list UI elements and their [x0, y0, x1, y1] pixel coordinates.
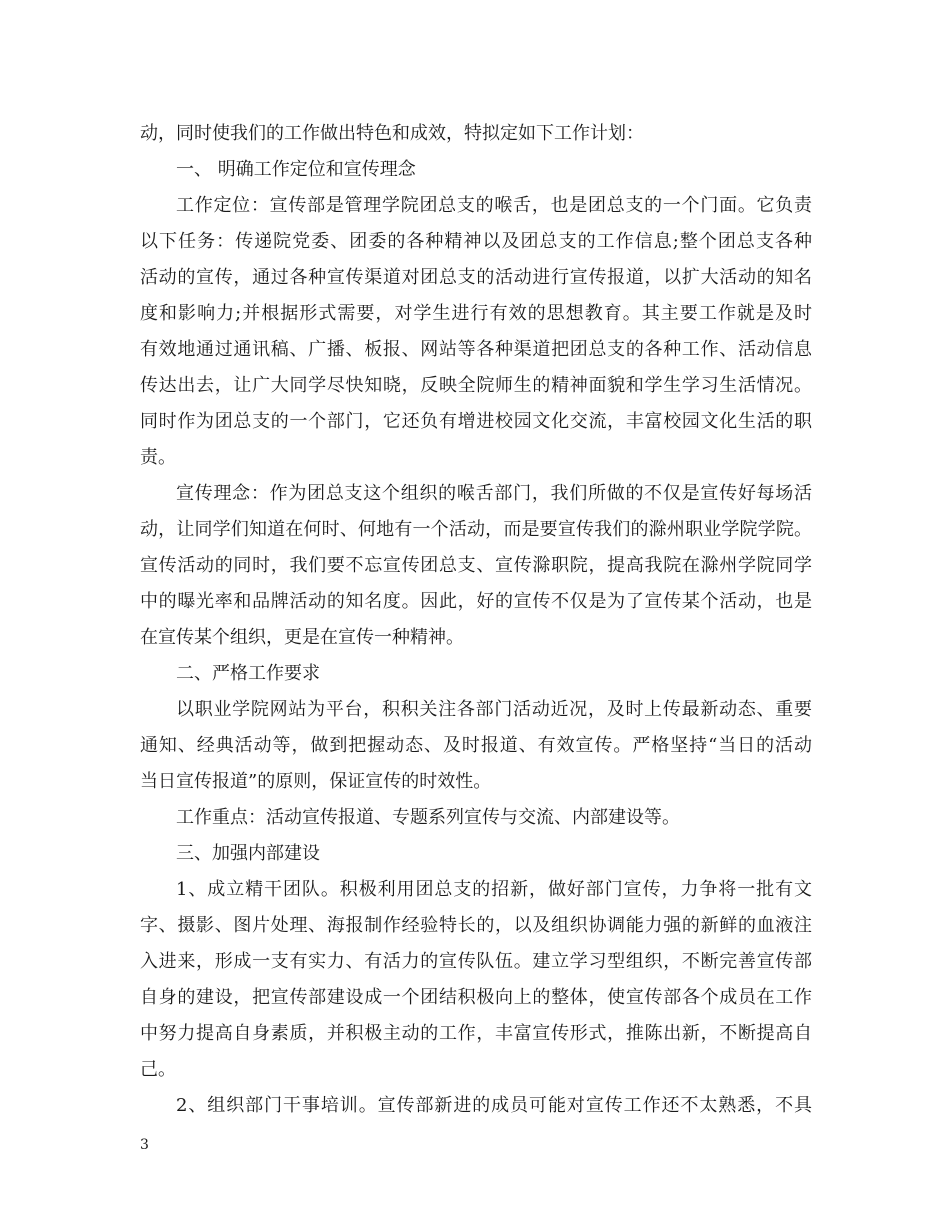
text-line: 三、加强内部建设: [176, 843, 320, 864]
text-line: 传达出去，让广大同学尽快知晓，反映全院师生的精神面貌和学生学习生活情况。: [140, 375, 812, 396]
text-line: 活动的宣传，通过各种宣传渠道对团总支的活动进行宣传报道，以扩大活动的知名: [140, 267, 812, 288]
text-line: 一、 明确工作定位和宣传理念: [176, 159, 416, 180]
text-line: 通知、经典活动等，做到把握动态、及时报道、有效宣传。严格坚持“当日的活动: [140, 735, 812, 756]
text-line: 2、组织部门干事培训。宣传部新进的成员可能对宣传工作还不太熟悉，不具: [176, 1095, 812, 1116]
text-line: 以下任务：传递院党委、团委的各种精神以及团总支的工作信息;整个团总支各种: [140, 231, 812, 252]
text-line: 同时作为团总支的一个部门，它还负有增进校园文化交流，丰富校园文化生活的职: [140, 411, 812, 432]
text-line: 动，同时使我们的工作做出特色和成效，特拟定如下工作计划：: [140, 123, 644, 144]
text-line: 中的曝光率和品牌活动的知名度。因此，好的宣传不仅是为了宣传某个活动，也是: [140, 591, 812, 612]
text-line: 工作重点：活动宣传报道、专题系列宣传与交流、内部建设等。: [176, 807, 680, 828]
text-line: 中努力提高自身素质，并积极主动的工作，丰富宣传形式，推陈出新，不断提高自: [140, 1023, 812, 1044]
text-line: 以职业学院网站为平台，积积关注各部门活动近况，及时上传最新动态、重要: [176, 699, 812, 720]
text-line: 1、成立精干团队。积极利用团总支的招新，做好部门宣传，力争将一批有文: [176, 879, 812, 900]
text-line: 宣传理念：作为团总支这个组织的喉舌部门，我们所做的不仅是宣传好每场活: [176, 483, 812, 504]
text-line: 当日宣传报道”的原则，保证宣传的时效性。: [140, 771, 492, 792]
text-line: 在宣传某个组织，更是在宣传一种精神。: [140, 627, 464, 648]
text-line: 己。: [140, 1059, 176, 1080]
text-line: 字、摄影、图片处理、海报制作经验特长的，以及组织协调能力强的新鲜的血液注: [140, 915, 812, 936]
document-body: [140, 116, 812, 1124]
text-line: 工作定位：宣传部是管理学院团总支的喉舌，也是团总支的一个门面。它负责: [176, 195, 812, 216]
text-line: 责。: [140, 447, 176, 468]
text-line: 宣传活动的同时，我们要不忘宣传团总支、宣传滁职院，提高我院在滁州学院同学: [140, 555, 812, 576]
text-line: 有效地通过通讯稿、广播、板报、网站等各种渠道把团总支的各种工作、活动信息: [140, 339, 812, 360]
text-line: 入进来，形成一支有实力、有活力的宣传队伍。建立学习型组织，不断完善宣传部: [140, 951, 812, 972]
text-line: 动，让同学们知道在何时、何地有一个活动，而是要宣传我们的滁州职业学院学院。: [140, 519, 812, 540]
text-line: 自身的建设，把宣传部建设成一个团结积极向上的整体，使宣传部各个成员在工作: [140, 987, 812, 1008]
text-line: 二、严格工作要求: [176, 663, 320, 684]
text-line: 度和影响力;并根据形式需要，对学生进行有效的思想教育。其主要工作就是及时: [140, 303, 812, 324]
page-number: 3: [140, 1137, 149, 1153]
